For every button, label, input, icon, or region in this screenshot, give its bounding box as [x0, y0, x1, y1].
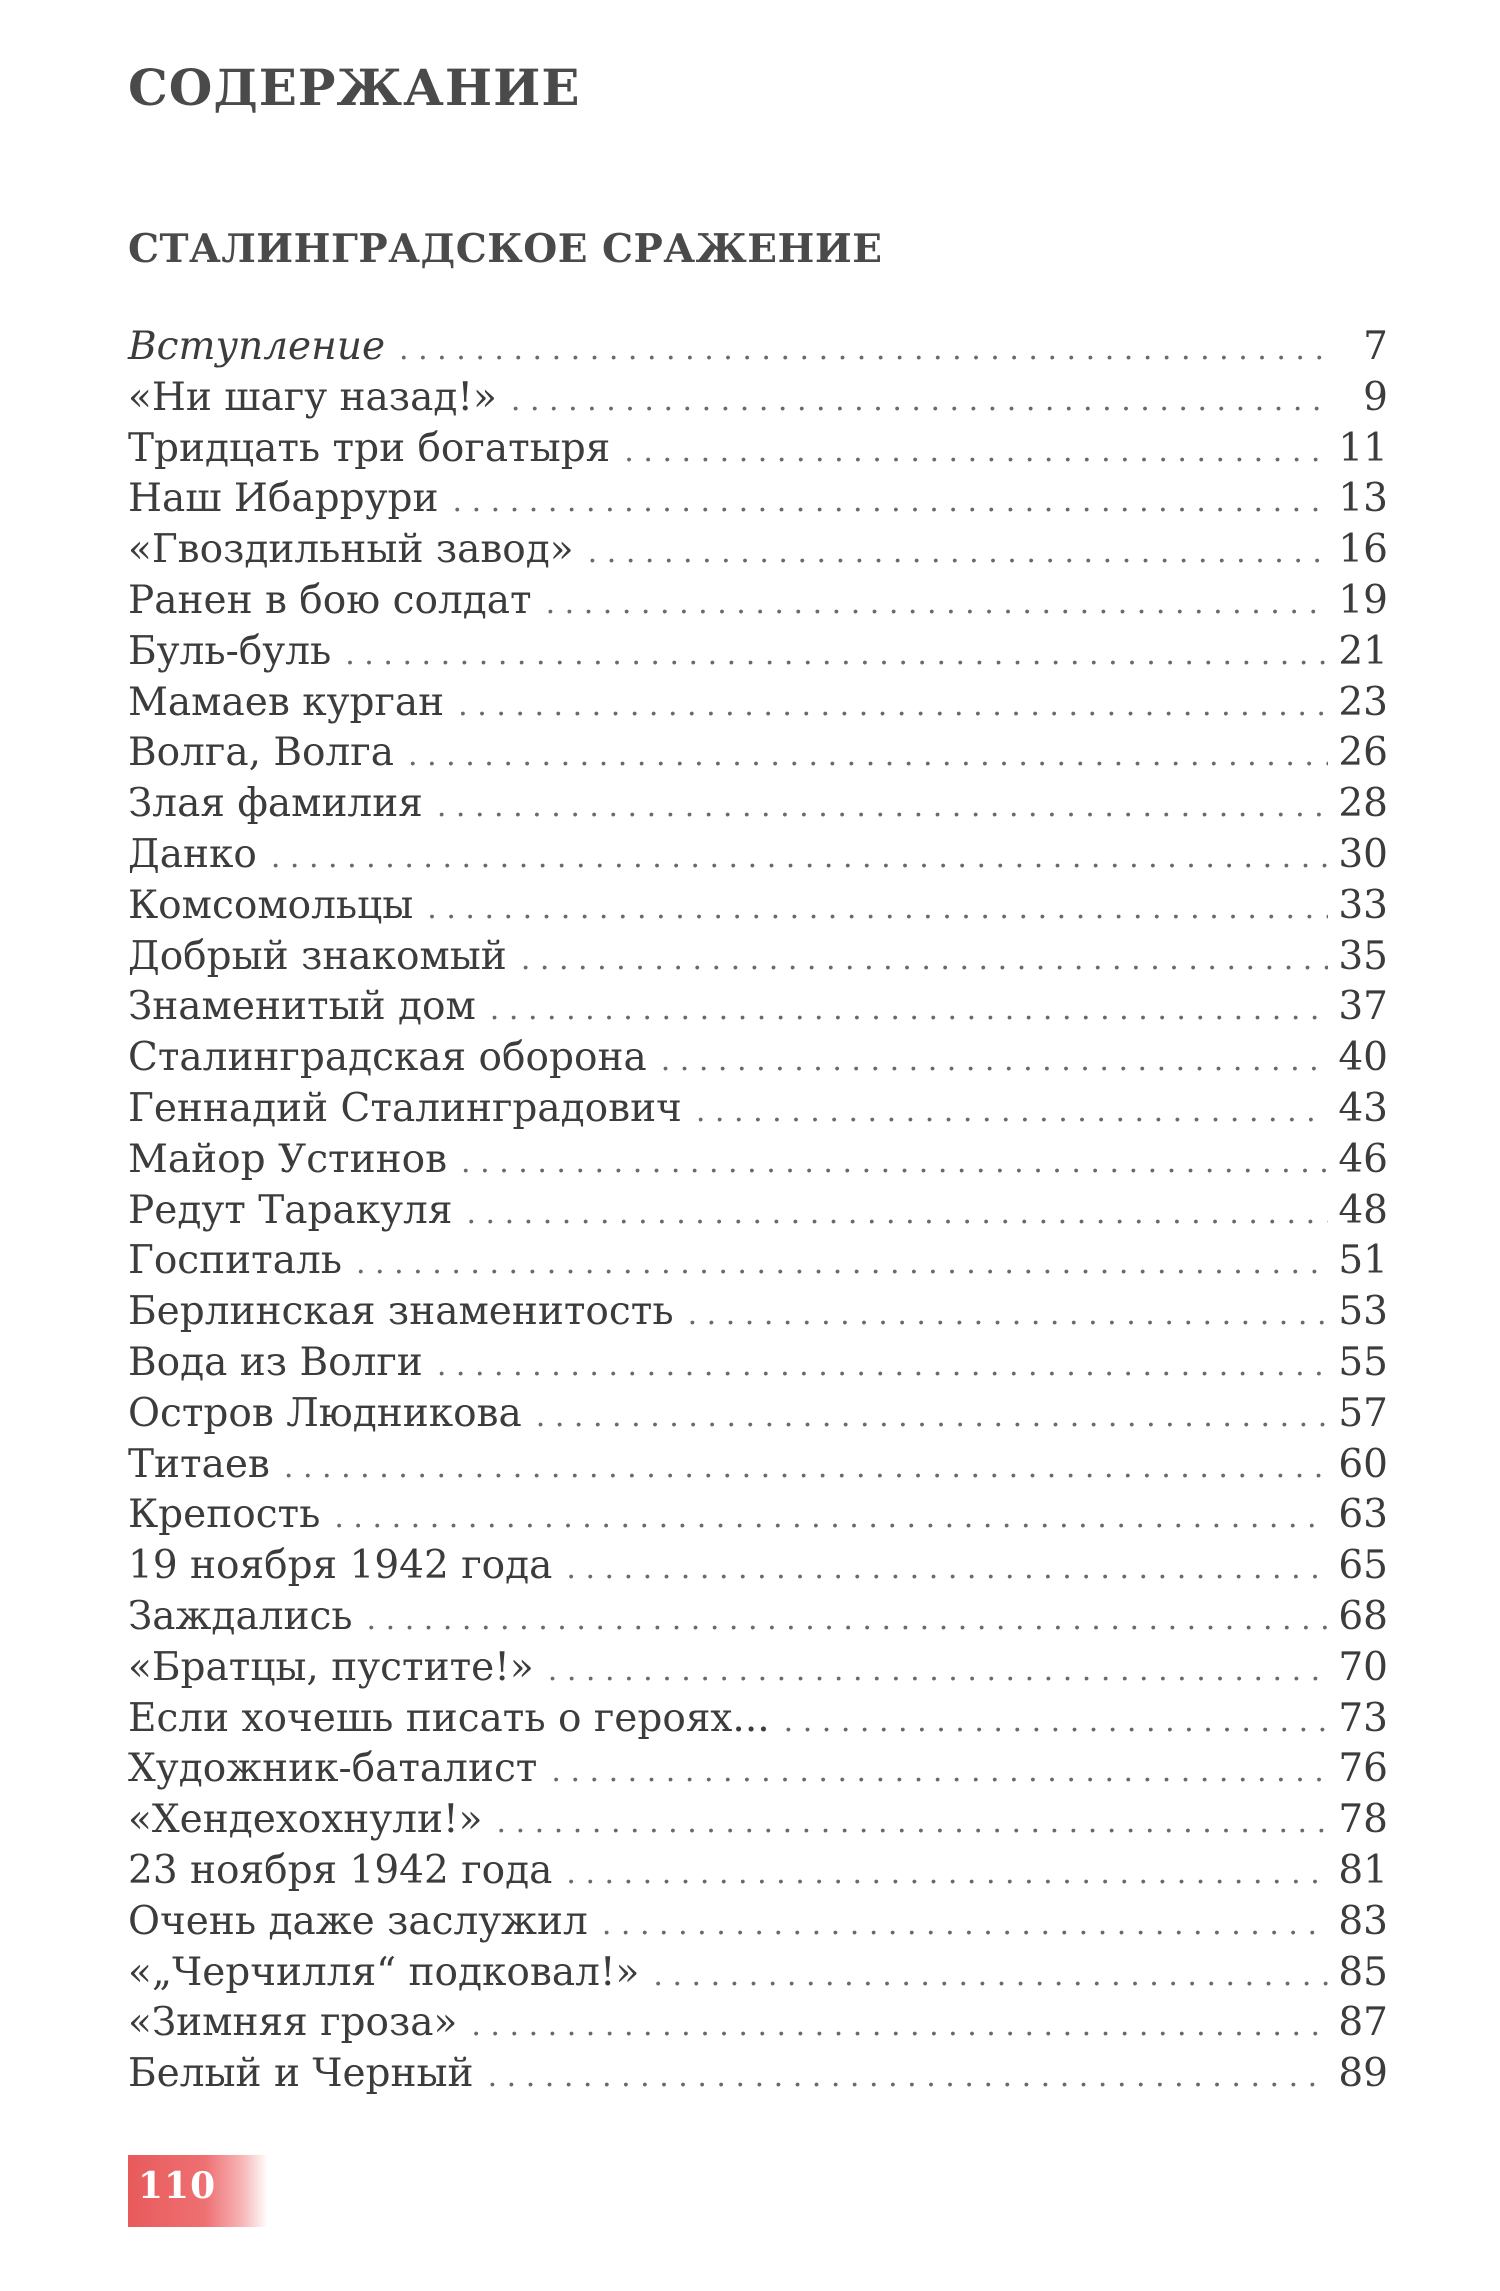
- toc-entry-page: 89: [1338, 2051, 1388, 2097]
- dot-leader: [653, 1951, 1328, 2002]
- toc-entry-page: 23: [1338, 679, 1388, 725]
- toc-entry-title: Очень даже заслужил: [128, 1898, 588, 1944]
- toc-entry-title: Злая фамилия: [128, 781, 423, 827]
- dot-leader: [602, 1900, 1328, 1951]
- toc-entry-title: Титаев: [128, 1441, 270, 1487]
- toc-entry: [128, 1084, 1388, 1135]
- toc-entry-title: 19 ноября 1942 года: [128, 1543, 553, 1589]
- toc-entry-page: 78: [1338, 1797, 1388, 1843]
- toc-entry-page: 35: [1338, 933, 1388, 979]
- toc-entry: [128, 1033, 1388, 1084]
- toc-entry-page: 26: [1338, 730, 1388, 776]
- toc-entry: [128, 881, 1388, 932]
- toc-entry-title: «„Черчилля“ подковал!»: [128, 1949, 640, 1995]
- toc-entry-title: Берлинская знаменитость: [128, 1289, 674, 1335]
- toc-entry: [128, 576, 1388, 627]
- toc-entry-title: Знаменитый дом: [128, 984, 476, 1030]
- toc-entry-page: 9: [1363, 374, 1388, 420]
- toc-entry-title: Остров Людникова: [128, 1390, 522, 1436]
- toc-entry: [128, 830, 1388, 881]
- toc-entry: [128, 1744, 1388, 1795]
- toc-entry-title: «Зимняя гроза»: [128, 2000, 458, 2046]
- toc-entry-page: 53: [1338, 1289, 1388, 1335]
- toc-entry: [128, 1795, 1388, 1846]
- dot-leader: [588, 528, 1328, 579]
- toc-entry: [128, 932, 1388, 983]
- toc-entry: [128, 1338, 1388, 1389]
- toc-entry-page: 11: [1338, 425, 1388, 471]
- toc-entry-page: 28: [1338, 781, 1388, 827]
- dot-leader: [466, 1189, 1328, 1240]
- toc-entry-page: 60: [1338, 1441, 1388, 1487]
- toc-entry-title: «Братцы, пустите!»: [128, 1644, 534, 1690]
- toc-entry-title: Заждались: [128, 1593, 353, 1639]
- toc-entry-page: 70: [1338, 1644, 1388, 1690]
- toc-entry-title: Вступление: [128, 324, 386, 369]
- toc-entry: [128, 1694, 1388, 1745]
- toc-entry-page: 46: [1338, 1136, 1388, 1182]
- dot-leader: [488, 2052, 1328, 2103]
- dot-leader: [784, 1697, 1328, 1748]
- toc-entry-title: «Ни шагу назад!»: [128, 374, 497, 420]
- toc-entry-page: 37: [1338, 984, 1388, 1030]
- dot-leader: [688, 1290, 1328, 1341]
- toc-entry-title: «Гвоздильный завод»: [128, 527, 574, 573]
- dot-leader: [367, 1595, 1328, 1646]
- toc-entry: [128, 1135, 1388, 1186]
- toc-entry: [128, 525, 1388, 576]
- toc-entry-page: 40: [1338, 1035, 1388, 1081]
- toc-entry-title: Мамаев курган: [128, 679, 445, 725]
- toc-entry-title: «Хендехохнули!»: [128, 1797, 483, 1843]
- toc-entry-title: Комсомольцы: [128, 882, 414, 928]
- toc-entry-title: Вода из Волги: [128, 1339, 423, 1385]
- toc-entry: [128, 1440, 1388, 1491]
- dot-leader: [427, 884, 1328, 935]
- toc-entry-page: 83: [1338, 1898, 1388, 1944]
- dot-leader: [536, 1392, 1328, 1443]
- toc-entry-page: 85: [1338, 1949, 1388, 1995]
- dot-leader: [511, 376, 1328, 427]
- toc-entry: [128, 373, 1388, 424]
- dot-leader: [624, 427, 1328, 478]
- toc-entry-title: Сталинградская оборона: [128, 1035, 647, 1081]
- toc-entry-title: Госпиталь: [128, 1238, 342, 1284]
- toc-entry: [128, 424, 1388, 475]
- toc-entry: [128, 1948, 1388, 1999]
- dot-leader: [461, 1138, 1328, 1189]
- toc-entry: [128, 1846, 1388, 1897]
- toc-entry: [128, 1186, 1388, 1237]
- toc-entry-title: Художник-баталист: [128, 1746, 538, 1792]
- toc-entry-page: 21: [1338, 628, 1388, 674]
- toc-entry-page: 48: [1338, 1187, 1388, 1233]
- page-title: СОДЕРЖАНИЕ: [128, 58, 581, 117]
- toc-entry-page: 63: [1338, 1492, 1388, 1538]
- page-number-tab: [128, 2155, 268, 2227]
- toc-entry-page: 13: [1338, 476, 1388, 522]
- toc-entry-title: Белый и Черный: [128, 2051, 474, 2097]
- toc-entry: [128, 1287, 1388, 1338]
- toc-entry: [128, 1541, 1388, 1592]
- toc-entry-title: Ранен в бою солдат: [128, 577, 532, 623]
- toc-entry: [128, 627, 1388, 678]
- dot-leader: [551, 1747, 1328, 1798]
- dot-leader: [521, 935, 1328, 986]
- toc-entry: [128, 322, 1388, 373]
- dot-leader: [696, 1087, 1328, 1138]
- dot-leader: [437, 782, 1328, 833]
- toc-entry: [128, 1490, 1388, 1541]
- dot-leader: [497, 1798, 1328, 1849]
- dot-leader: [271, 833, 1328, 884]
- page-number: 110: [138, 2165, 217, 2207]
- dot-leader: [490, 985, 1328, 1036]
- dot-leader: [334, 1493, 1328, 1544]
- toc-entry: [128, 1897, 1388, 1948]
- toc-entry-title: Тридцать три богатыря: [128, 425, 611, 471]
- toc-entry: [128, 1643, 1388, 1694]
- dot-leader: [661, 1036, 1328, 1087]
- toc-entry-title: Геннадий Сталинградович: [128, 1085, 682, 1131]
- toc-entry-title: Крепость: [128, 1492, 321, 1538]
- toc-entry-page: 43: [1338, 1085, 1388, 1131]
- toc-entry-page: 57: [1338, 1390, 1388, 1436]
- section-title: СТАЛИНГРАДСКОЕ СРАЖЕНИЕ: [128, 226, 883, 272]
- toc-entry: [128, 2049, 1388, 2100]
- toc-entry: [128, 728, 1388, 779]
- toc-entry-page: 87: [1338, 2000, 1388, 2046]
- toc-entry-page: 76: [1338, 1746, 1388, 1792]
- dot-leader: [399, 325, 1328, 376]
- toc-entry-title: Волга, Волга: [128, 730, 394, 776]
- toc-entry-title: Редут Таракуля: [128, 1187, 453, 1233]
- toc-entry-page: 30: [1338, 831, 1388, 877]
- dot-leader: [437, 1341, 1328, 1392]
- dot-leader: [356, 1239, 1328, 1290]
- toc-entry-page: 81: [1338, 1847, 1388, 1893]
- dot-leader: [566, 1849, 1328, 1900]
- toc-entry-title: 23 ноября 1942 года: [128, 1847, 553, 1893]
- toc-entry: [128, 678, 1388, 729]
- dot-leader: [453, 477, 1329, 528]
- dot-leader: [408, 731, 1328, 782]
- dot-leader: [284, 1443, 1328, 1494]
- dot-leader: [548, 1646, 1328, 1697]
- toc-entry-page: 68: [1338, 1593, 1388, 1639]
- dot-leader: [458, 681, 1328, 732]
- toc-entry-page: 51: [1338, 1238, 1388, 1284]
- dot-leader: [566, 1544, 1328, 1595]
- toc-entry: [128, 982, 1388, 1033]
- table-of-contents: [128, 322, 1388, 2100]
- toc-entry: [128, 474, 1388, 525]
- toc-entry-title: Буль-буль: [128, 628, 332, 674]
- toc-entry-page: 33: [1338, 882, 1388, 928]
- toc-entry-page: 16: [1338, 527, 1388, 573]
- toc-entry-title: Если хочешь писать о героях...: [128, 1695, 770, 1741]
- toc-entry-page: 65: [1338, 1543, 1388, 1589]
- toc-entry-title: Данко: [128, 831, 257, 877]
- toc-entry: [128, 1998, 1388, 2049]
- dot-leader: [345, 630, 1328, 681]
- toc-entry-page: 73: [1338, 1695, 1388, 1741]
- toc-entry-page: 55: [1338, 1339, 1388, 1385]
- toc-entry-page: 7: [1363, 324, 1388, 369]
- toc-entry: [128, 1236, 1388, 1287]
- toc-entry-title: Майор Устинов: [128, 1136, 448, 1182]
- toc-entry-title: Наш Ибаррури: [128, 476, 439, 522]
- toc-entry: [128, 1592, 1388, 1643]
- toc-entry: [128, 779, 1388, 830]
- dot-leader: [546, 579, 1328, 630]
- toc-entry: [128, 1389, 1388, 1440]
- dot-leader: [471, 2001, 1328, 2052]
- toc-entry-page: 19: [1338, 577, 1388, 623]
- toc-entry-title: Добрый знакомый: [128, 933, 507, 979]
